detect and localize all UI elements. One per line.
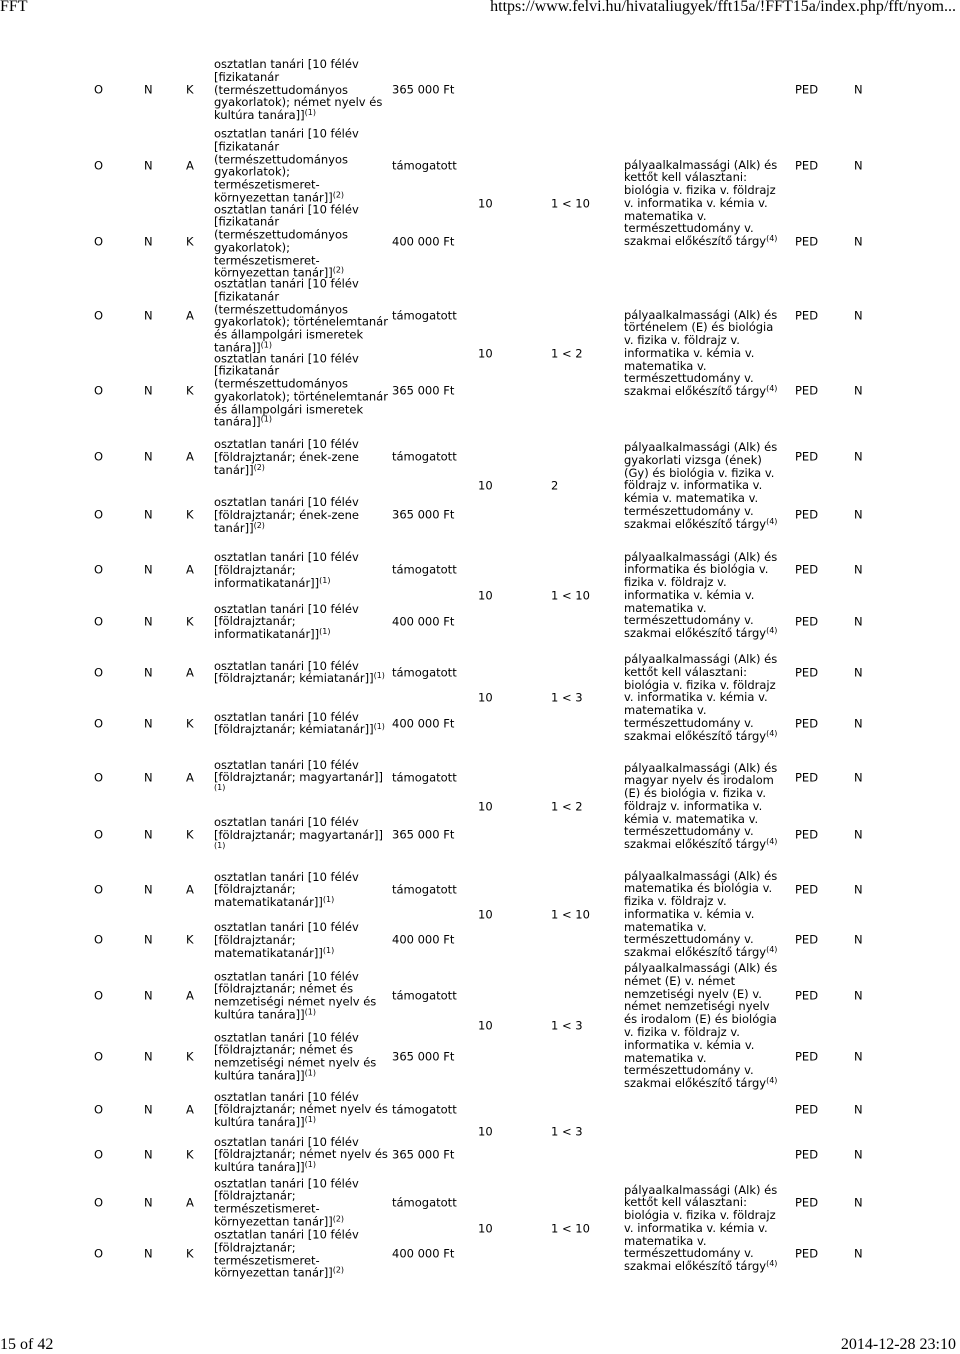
page-header-title: FFT — [0, 0, 28, 15]
ped-flag: PED — [795, 82, 819, 97]
footnote-ref: (1) — [214, 840, 226, 850]
code-c1: O — [94, 1049, 104, 1063]
group-value-1: 10 — [478, 346, 493, 360]
ped-flag: PED — [795, 1147, 819, 1161]
tuition-fee: 365 000 Ft — [392, 1049, 455, 1063]
tuition-fee: 365 000 Ft — [392, 827, 455, 842]
code-c1: O — [94, 827, 104, 842]
footnote-ref: (1) — [260, 340, 272, 350]
requirement-group — [0, 961, 960, 1091]
code-c1: O — [94, 770, 104, 784]
print-timestamp: 2014-12-28 23:10 — [840, 1336, 956, 1353]
tuition-fee: támogatott — [392, 882, 457, 896]
ped-n-flag: N — [854, 1102, 863, 1116]
code-c2: N — [144, 770, 153, 784]
group-value-1: 10 — [478, 588, 493, 602]
code-c3: A — [186, 882, 194, 896]
group-value-2: 1 < 10 — [551, 1221, 590, 1235]
ped-flag: PED — [795, 716, 819, 730]
code-c1: O — [94, 234, 104, 248]
code-c1: O — [94, 308, 104, 323]
ped-n-flag: N — [854, 770, 863, 784]
admission-requirements — [624, 441, 782, 531]
code-c2: N — [144, 665, 153, 679]
requirement-group — [0, 428, 960, 544]
ped-flag: PED — [795, 507, 819, 522]
admission-requirements — [624, 1184, 782, 1274]
footnote-ref: (1) — [304, 1068, 317, 1078]
ped-n-flag: N — [854, 308, 863, 323]
code-c2: N — [144, 1102, 153, 1116]
program-name-text: osztatlan tanári [10 félév [fizikatanár (természettudományos gyakorlatok); természetismeret-környezettan tanár]] — [214, 202, 359, 281]
program-name-text: osztatlan tanári [10 félév [földrajztanár; ének-zene tanár]] — [214, 494, 359, 535]
program-name-text: osztatlan tanári [10 félév [fizikatanár (természettudományos gyakorlatok); történelemtanár és állampolgári ismeretek tanára]] — [214, 351, 388, 430]
code-c3: K — [186, 234, 194, 248]
code-c1: O — [94, 158, 104, 173]
code-c2: N — [144, 1049, 153, 1063]
admission-requirements — [624, 762, 782, 852]
footnote-ref: (4) — [766, 384, 778, 394]
code-c3: A — [186, 1102, 194, 1116]
admission-requirements — [624, 962, 782, 1090]
code-c2: N — [144, 988, 153, 1002]
code-c3: A — [186, 308, 194, 323]
ped-flag: PED — [795, 827, 819, 842]
code-c1: O — [94, 507, 104, 522]
code-c2: N — [144, 614, 153, 628]
footnote-ref: (4) — [766, 728, 778, 738]
program-name-text: osztatlan tanári [10 félév [földrajztanár; természetismeret-környezettan tanár]] — [214, 1227, 359, 1280]
code-c3: A — [186, 562, 194, 577]
ped-flag: PED — [795, 665, 819, 679]
ped-n-flag: N — [854, 665, 863, 679]
tuition-fee: 365 000 Ft — [392, 82, 455, 97]
footnote-ref: (1) — [304, 1114, 317, 1124]
requirement-group — [0, 749, 960, 864]
group-value-1: 10 — [478, 907, 493, 921]
requirements-text: pályaalkalmassági (Alk) és magyar nyelv és irodalom (E) és biológia v. fizika v. földrajz v. informatika v. kémia v. matematika v. természettudomány v. szakmai előkészítő tárgy — [624, 760, 778, 852]
requirement-group — [0, 1087, 960, 1177]
footnote-ref: (1) — [319, 575, 331, 585]
code-c2: N — [144, 234, 153, 248]
tuition-fee: 400 000 Ft — [392, 932, 455, 947]
group-value-2: 1 < 2 — [551, 799, 583, 813]
ped-n-flag: N — [854, 82, 863, 97]
footnote-ref: (2) — [253, 462, 265, 472]
table-row — [0, 52, 960, 128]
code-c1: O — [94, 932, 104, 947]
code-c3: A — [186, 158, 194, 173]
ped-n-flag: N — [854, 614, 863, 628]
code-c3: A — [186, 449, 194, 464]
code-c1: O — [94, 383, 104, 397]
code-c2: N — [144, 1246, 153, 1261]
tuition-fee: támogatott — [392, 308, 457, 323]
program-name-text: osztatlan tanári [10 félév [földrajztanár; ének-zene tanár]] — [214, 436, 359, 477]
group-value-2: 1 < 2 — [551, 346, 583, 360]
code-c2: N — [144, 882, 153, 896]
ped-n-flag: N — [854, 882, 863, 896]
ped-n-flag: N — [854, 562, 863, 577]
footnote-ref: (2) — [332, 266, 345, 276]
program-name-text: osztatlan tanári [10 félév [földrajztanár; természetismeret-környezettan tanár]] — [214, 1175, 359, 1229]
program-name-text: osztatlan tanári [10 félév [földrajztanár; matematikatanár]] — [214, 869, 359, 909]
requirements-text: pályaalkalmassági (Alk) és informatika és biológia v. fizika v. földrajz v. informatika v. kémia v. matematika v. természettudomány v. szakmai előkészítő tárgy — [624, 549, 778, 641]
program-name-text: osztatlan tanári [10 félév [földrajztanár; matematikatanár]] — [214, 919, 359, 960]
ped-n-flag: N — [854, 158, 863, 173]
footnote-ref: (4) — [766, 945, 778, 955]
requirements-text: pályaalkalmassági (Alk) és kettőt kell választani: biológia v. fizika v. földrajz v. informatika v. kémia v. matematika v. természettudomány v. szakmai előkészítő tárgy — [624, 652, 778, 743]
tuition-fee: támogatott — [392, 665, 457, 679]
code-c1: O — [94, 988, 104, 1002]
code-c3: K — [186, 383, 194, 397]
footnote-ref: (1) — [214, 782, 226, 792]
footnote-ref: (1) — [373, 671, 385, 681]
code-c2: N — [144, 158, 153, 173]
footnote-ref: (1) — [322, 894, 335, 904]
ped-n-flag: N — [854, 1195, 863, 1209]
ped-flag: PED — [795, 158, 819, 173]
ped-flag: PED — [795, 1246, 819, 1261]
tuition-fee: 400 000 Ft — [392, 1246, 455, 1261]
program-name — [214, 58, 394, 122]
footnote-ref: (1) — [322, 945, 335, 955]
code-c1: O — [94, 882, 104, 896]
code-c1: O — [94, 1102, 104, 1116]
ped-flag: PED — [795, 449, 819, 464]
ped-flag: PED — [795, 562, 819, 577]
tuition-fee: támogatott — [392, 1102, 457, 1116]
requirements-text: pályaalkalmassági (Alk) és kettőt kell választani: biológia v. fizika v. földrajz v. informatika v. kémia v. matematika v. természettudomány v. szakmai előkészítő tárgy — [624, 157, 778, 249]
code-c2: N — [144, 932, 153, 947]
ped-n-flag: N — [854, 383, 863, 397]
program-name-text: osztatlan tanári [10 félév [földrajztanár; kémiatanár]] — [214, 658, 374, 686]
code-c1: O — [94, 82, 104, 97]
ped-n-flag: N — [854, 1147, 863, 1161]
footnote-ref: (1) — [319, 626, 331, 636]
code-c1: O — [94, 1246, 104, 1261]
code-c1: O — [94, 665, 104, 679]
group-value-1: 10 — [478, 196, 493, 210]
requirement-group — [0, 544, 960, 647]
ped-flag: PED — [795, 1049, 819, 1063]
program-name-text: osztatlan tanári [10 félév [földrajztanár; német nyelv és kultúra tanára]] — [214, 1134, 388, 1174]
requirement-group — [0, 128, 960, 279]
tuition-fee: 365 000 Ft — [392, 383, 455, 397]
ped-flag: PED — [795, 932, 819, 947]
footnote-ref: (2) — [253, 520, 265, 530]
admission-requirements — [624, 653, 782, 743]
group-value-1: 10 — [478, 690, 493, 705]
code-c1: O — [94, 1195, 104, 1209]
footnote-ref: (1) — [373, 722, 385, 732]
requirement-group — [0, 1177, 960, 1280]
group-value-1: 10 — [478, 1018, 493, 1033]
footnote-ref: (2) — [332, 1265, 345, 1275]
ped-flag: PED — [795, 770, 819, 784]
group-value-1: 10 — [478, 1221, 493, 1235]
code-c3: K — [186, 716, 194, 730]
code-c3: K — [186, 614, 194, 628]
program-name-text: osztatlan tanári [10 félév [fizikatanár (természettudományos gyakorlatok); történelemtanár és állampolgári ismeretek tanára]] — [214, 276, 388, 355]
program-name-text: osztatlan tanári [10 félév [földrajztanár; kémiatanár]] — [214, 709, 374, 737]
group-value-1: 10 — [478, 1124, 493, 1139]
ped-n-flag: N — [854, 1246, 863, 1261]
code-c3: K — [186, 1246, 194, 1261]
ped-n-flag: N — [854, 1049, 863, 1063]
ped-n-flag: N — [854, 449, 863, 464]
code-c3: K — [186, 1147, 194, 1161]
code-c1: O — [94, 1147, 104, 1161]
code-c3: K — [186, 1049, 194, 1063]
code-c1: O — [94, 449, 104, 464]
program-name-text: osztatlan tanári [10 félév [fizikatanár (természettudományos gyakorlatok); természetismeret-környezettan tanár]] — [214, 126, 359, 205]
footnote-ref: (4) — [766, 837, 778, 847]
code-c3: K — [186, 82, 194, 97]
code-c2: N — [144, 562, 153, 577]
group-value-2: 1 < 10 — [551, 196, 590, 210]
tuition-fee: 365 000 Ft — [392, 507, 455, 522]
ped-flag: PED — [795, 234, 819, 248]
code-c2: N — [144, 82, 153, 97]
ped-n-flag: N — [854, 932, 863, 947]
requirement-group — [0, 276, 960, 428]
code-c2: N — [144, 308, 153, 323]
requirements-text: pályaalkalmassági (Alk) és német (E) v. német nemzetiségi nyelv (E) v. német nemzetiségi nyelv és irodalom (E) és biológia v. fizika v. földrajz v. informatika v. kémia v. matematika v. természettudomány v. szakmai előkészítő tárgy — [624, 961, 778, 1091]
footnote-ref: (4) — [766, 516, 778, 526]
code-c3: A — [186, 770, 194, 784]
group-value-1: 10 — [478, 478, 493, 493]
program-name-text: osztatlan tanári [10 félév [földrajztanár; német és nemzetiségi német nyelv és kultúra tanára]] — [214, 1029, 377, 1083]
footnote-ref: (1) — [304, 1007, 317, 1017]
code-c2: N — [144, 1195, 153, 1209]
ped-flag: PED — [795, 308, 819, 323]
group-value-2: 2 — [551, 478, 559, 493]
tuition-fee: 400 000 Ft — [392, 716, 455, 730]
program-name-text: osztatlan tanári [10 félév [földrajztanár; német és nemzetiségi német nyelv és kultúra tanára]] — [214, 968, 377, 1022]
code-c3: K — [186, 932, 194, 947]
page-number: 15 of 42 — [0, 1336, 54, 1353]
code-c2: N — [144, 1147, 153, 1161]
ped-flag: PED — [795, 383, 819, 397]
group-value-2: 1 < 10 — [551, 907, 590, 921]
group-value-2: 1 < 3 — [551, 1124, 583, 1139]
program-name-text: osztatlan tanári [10 félév [földrajztanár; magyartanár]] — [214, 757, 383, 785]
code-c3: K — [186, 827, 194, 842]
code-c3: A — [186, 665, 194, 679]
ped-n-flag: N — [854, 507, 863, 522]
code-c1: O — [94, 562, 104, 577]
requirements-text: pályaalkalmassági (Alk) és kettőt kell választani: biológia v. fizika v. földrajz v. informatika v. kémia v. matematika v. természettudomány v. szakmai előkészítő tárgy — [624, 1182, 778, 1274]
ped-flag: PED — [795, 614, 819, 628]
ped-flag: PED — [795, 882, 819, 896]
group-value-2: 1 < 3 — [551, 1018, 583, 1033]
code-c2: N — [144, 383, 153, 397]
requirements-text: pályaalkalmassági (Alk) és gyakorlati vizsga (ének) (Gy) és biológia v. fizika v. földrajz v. informatika v. kémia v. matematika v. természettudomány v. szakmai előkészítő tárgy — [624, 440, 778, 531]
code-c3: A — [186, 1195, 194, 1209]
footnote-ref: (2) — [332, 1214, 345, 1224]
requirements-text: pályaalkalmassági (Alk) és matematika és biológia v. fizika v. földrajz v. informatika v. kémia v. matematika v. természettudomány v. szakmai előkészítő tárgy — [624, 868, 778, 960]
code-c2: N — [144, 827, 153, 842]
admission-requirements — [624, 551, 782, 641]
footnote-ref: (4) — [766, 1076, 778, 1086]
group-value-2: 1 < 10 — [551, 588, 590, 602]
tuition-fee: 400 000 Ft — [392, 614, 455, 628]
code-c1: O — [94, 716, 104, 730]
code-c3: K — [186, 507, 194, 522]
footnote-ref: (1) — [260, 415, 272, 425]
footnote-ref: (2) — [332, 190, 345, 200]
ped-n-flag: N — [854, 827, 863, 842]
tuition-fee: 400 000 Ft — [392, 234, 455, 248]
admission-requirements — [624, 159, 782, 249]
ped-flag: PED — [795, 1102, 819, 1116]
footnote-ref: (4) — [766, 1259, 778, 1269]
program-name-text: osztatlan tanári [10 félév [fizikatanár (természettudományos gyakorlatok); német nyelv és kultúra tanára]] — [214, 57, 383, 123]
footnote-ref: (1) — [304, 108, 317, 118]
tuition-fee: támogatott — [392, 1195, 457, 1209]
tuition-fee: támogatott — [392, 449, 457, 464]
program-name-text: osztatlan tanári [10 félév [földrajztanár; informatikatanár]] — [214, 549, 359, 590]
footnote-ref: (4) — [766, 234, 778, 244]
code-c3: A — [186, 988, 194, 1002]
requirement-group — [0, 864, 960, 965]
group-value-1: 10 — [478, 799, 493, 813]
code-c2: N — [144, 507, 153, 522]
program-name-text: osztatlan tanári [10 félév [földrajztanár; magyartanár]] — [214, 814, 383, 842]
tuition-fee: támogatott — [392, 158, 457, 173]
program-name-text: osztatlan tanári [10 félév [földrajztanár; német nyelv és kultúra tanára]] — [214, 1089, 388, 1129]
ped-flag: PED — [795, 988, 819, 1002]
tuition-fee: támogatott — [392, 770, 457, 784]
tuition-fee: támogatott — [392, 562, 457, 577]
ped-n-flag: N — [854, 988, 863, 1002]
footnote-ref: (4) — [766, 626, 778, 636]
requirements-text: pályaalkalmassági (Alk) és történelem (E) és biológia v. fizika v. földrajz v. informatika v. kémia v. matematika v. természettudomány v. szakmai előkészítő tárgy — [624, 307, 778, 399]
code-c2: N — [144, 716, 153, 730]
tuition-fee: 365 000 Ft — [392, 1147, 455, 1161]
ped-n-flag: N — [854, 234, 863, 248]
footnote-ref: (1) — [304, 1159, 317, 1169]
admission-requirements — [624, 870, 782, 960]
code-c1: O — [94, 614, 104, 628]
code-c2: N — [144, 449, 153, 464]
ped-flag: PED — [795, 1195, 819, 1209]
group-value-2: 1 < 3 — [551, 690, 583, 705]
requirement-group — [0, 647, 960, 749]
admission-requirements — [624, 309, 782, 399]
tuition-fee: támogatott — [392, 988, 457, 1002]
program-name-text: osztatlan tanári [10 félév [földrajztanár; informatikatanár]] — [214, 601, 359, 641]
page-header-url: https://www.felvi.hu/hivataliugyek/fft15a/!FFT15a/index.php/fft/nyom... — [490, 0, 956, 15]
ped-n-flag: N — [854, 716, 863, 730]
